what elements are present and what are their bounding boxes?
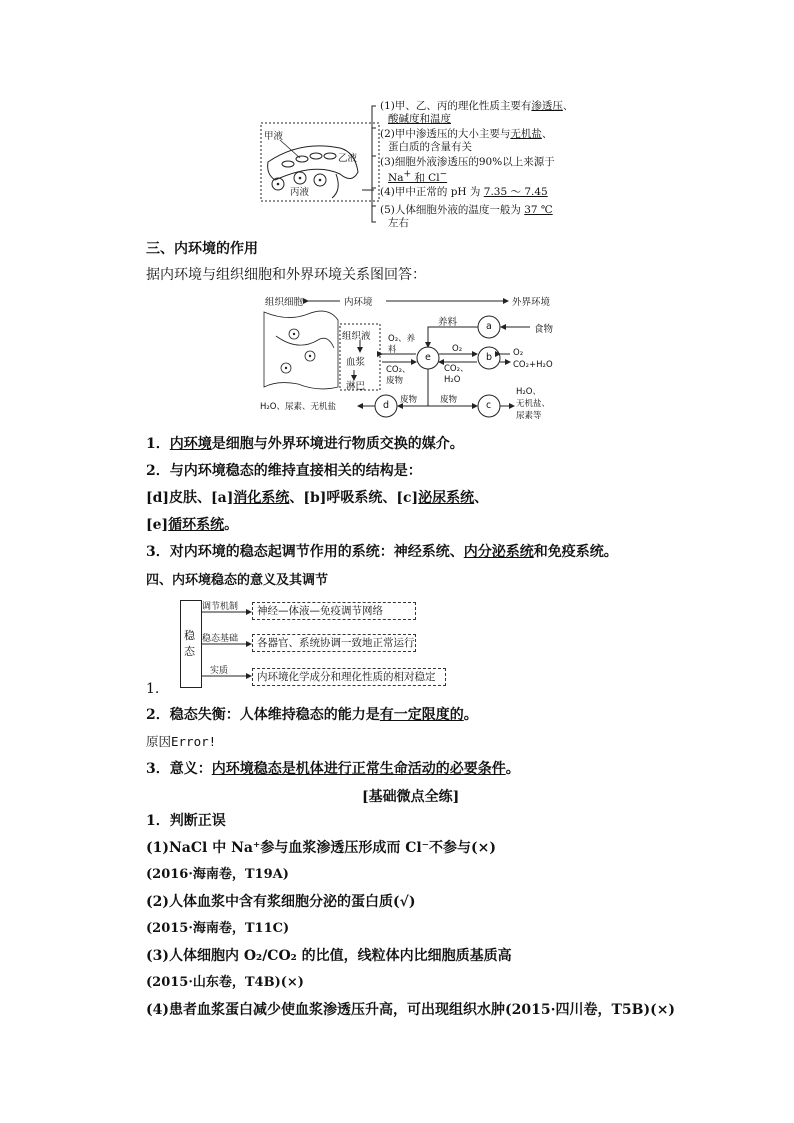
question-3-source: (2015·山东卷，T4B)(×): [146, 975, 304, 990]
label-basis: 稳态基础: [202, 634, 239, 644]
label-mechanism: 调节机制: [202, 602, 239, 612]
question-3: (3)人体细胞内 O₂/CO₂ 的比值，线粒体内比细胞质基质高: [146, 948, 512, 964]
point-3: 3．对内环境的稳态起调节作用的系统：神经系统、内分泌系统和免疫系统。: [146, 544, 618, 560]
label-waste-1: 废物: [400, 395, 418, 405]
item-essence: 内环境化学成分和理化性质的相对稳定: [252, 668, 446, 686]
label-internal: 内环境: [344, 297, 373, 308]
label-waste-2: 废物: [440, 395, 458, 405]
label-o2-nutrients: O₂、养料: [388, 334, 416, 355]
fig1-note-1: (1)甲、乙、丙的理化性质主要有渗透压、: [380, 100, 574, 112]
node-a-label: a: [486, 321, 492, 332]
homeostasis-title: 稳态: [184, 629, 195, 658]
node-b-label: b: [486, 352, 493, 363]
imbalance-line: 2．稳态失衡：人体维持稳态的能力是有一定限度的。: [146, 707, 478, 723]
fig1-note-2b: 蛋白质的含量有关: [388, 141, 472, 153]
diagram-number: 1.: [146, 681, 160, 697]
item-regulation: 神经—体液—免疫调节网络: [252, 602, 416, 620]
label-co2-h2o: CO₂、H₂O: [444, 364, 469, 385]
label-essence: 实质: [210, 666, 229, 676]
question-2: (2)人体血浆中含有浆细胞分泌的蛋白质(√): [146, 894, 416, 910]
fig1-note-2: (2)甲中渗透压的大小主要与无机盐、: [380, 128, 553, 140]
label-external: 外界环境: [512, 297, 551, 308]
node-c-label: c: [486, 400, 492, 411]
fig1-note-5: (5)人体细胞外液的温度一般为 37 ℃: [380, 204, 553, 216]
cause-line: 原因Error!: [146, 734, 217, 749]
label-c-output-1: H₂O、: [516, 387, 541, 397]
practice-title: [基础微点全练]: [362, 789, 460, 805]
label-jia: 甲液: [264, 131, 284, 142]
question-2-source: (2015·海南卷，T11C): [146, 921, 290, 936]
label-bing: 丙液: [290, 187, 310, 198]
point-1: 1．内环境是细胞与外界环境进行物质交换的媒介。: [146, 436, 464, 452]
point-2-line-2: [e]循环系统。: [146, 517, 239, 533]
exchange-figure: [258, 292, 568, 424]
fig1-note-1b: 酸碱度和温度: [388, 113, 451, 125]
label-yi: 乙液: [338, 153, 358, 164]
bracket-connector: [360, 98, 380, 230]
label-d-output: H₂O、尿素、无机盐: [260, 402, 336, 412]
body-fluid-figure: [258, 98, 578, 230]
fig1-note-5b: 左右: [388, 217, 409, 229]
label-plasma: 血浆: [346, 357, 366, 368]
fig1-note-3: (3)细胞外液渗透压的90%以上来源于: [380, 156, 555, 168]
node-d-label: d: [383, 400, 390, 411]
label-c-output-2: 无机盐、: [516, 399, 551, 409]
fig1-note-3b: Na+ 和 Cl−: [388, 169, 448, 184]
fig1-note-4: (4)甲中正常的 pH 为 7.35 ～ 7.45: [380, 186, 548, 198]
section3-intro: 据内环境与组织细胞和外界环境关系图回答：: [146, 267, 426, 283]
question-1: (1)NaCl 中 Na⁺参与血浆渗透压形成而 Cl⁻不参与(×): [146, 840, 497, 856]
label-lymph: 淋巴: [346, 381, 366, 392]
point-2-line-1: [d]皮肤、[a]消化系统、[b]呼吸系统、[c]泌尿系统、: [146, 490, 489, 506]
section4-heading: 四、内环境稳态的意义及其调节: [146, 573, 329, 588]
question-4: (4)患者血浆蛋白减少使血浆渗透压升高，可出现组织水肿(2015·四川卷，T5B)(×): [146, 1002, 676, 1018]
label-o2: O₂: [452, 344, 463, 354]
node-e-label: e: [425, 352, 431, 363]
section3-heading: 三、内环境的作用: [146, 241, 258, 257]
question-heading: 1．判断正误: [146, 813, 226, 829]
label-c-output-3: 尿素等: [516, 411, 542, 421]
label-co2-waste: CO₂、废物: [386, 365, 411, 386]
question-1-source: (2016·海南卷，T19A): [146, 867, 289, 882]
label-o2-right: O₂: [513, 348, 524, 358]
item-basis: 各器官、系统协调一致地正常运行: [252, 634, 416, 652]
label-nutrients: 养料: [438, 317, 458, 328]
point-2: 2．与内环境稳态的维持直接相关的结构是：: [146, 463, 422, 479]
label-tissue-fluid: 组织液: [342, 331, 371, 342]
label-co2-h2o-right: CO₂+H₂O: [513, 360, 553, 370]
homeostasis-diagram: [180, 598, 450, 690]
label-food: 食物: [534, 324, 554, 335]
meaning-line: 3．意义：内环境稳态是机体进行正常生命活动的必要条件。: [146, 761, 520, 777]
label-cells: 组织细胞: [265, 297, 304, 308]
